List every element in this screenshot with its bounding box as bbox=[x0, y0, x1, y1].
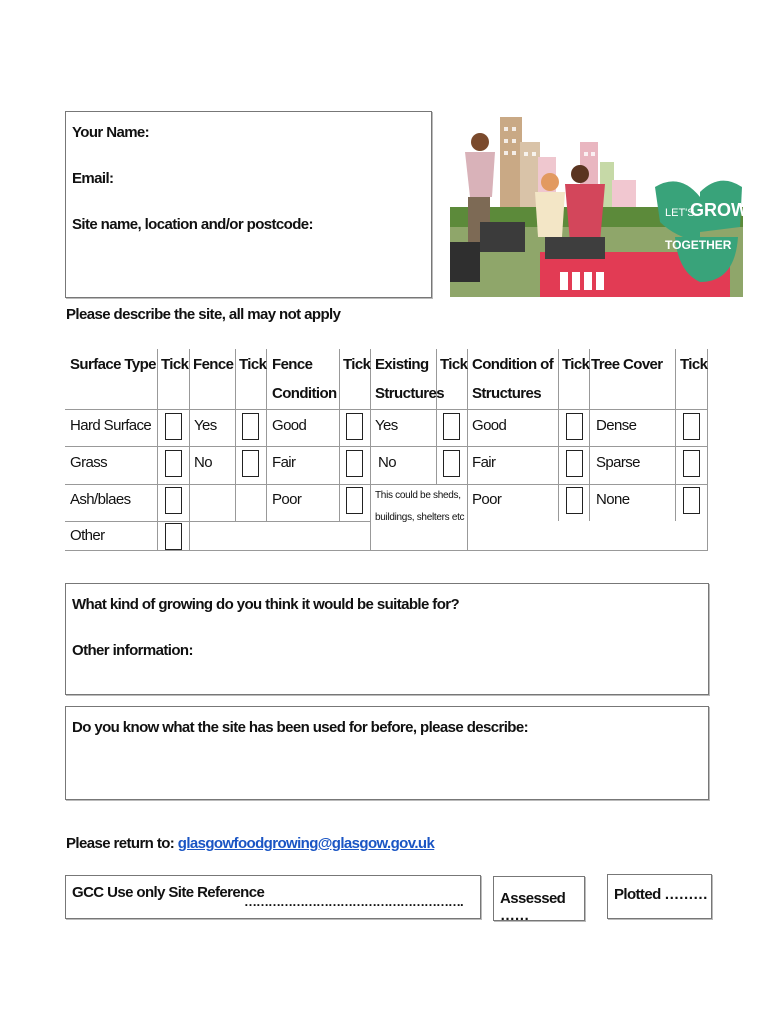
header-existing-1: Existing bbox=[375, 356, 429, 373]
logo-together: TOGETHER bbox=[665, 238, 732, 252]
history-question: Do you know what the site has been used for before, please describe: bbox=[72, 719, 528, 736]
illustration-svg bbox=[450, 112, 743, 297]
plotted-label: Plotted ……… bbox=[614, 886, 708, 903]
site-reference-label: GCC Use only Site Reference bbox=[72, 884, 265, 901]
header-fence: Fence bbox=[193, 356, 234, 373]
col-line-2 bbox=[189, 349, 190, 550]
tree-cover-dense: Dense bbox=[596, 417, 637, 434]
tree-cover-none: None bbox=[596, 491, 630, 508]
tick-structure-condition-fair[interactable] bbox=[566, 450, 583, 477]
site-label: Site name, location and/or postcode: bbox=[72, 216, 313, 233]
tick-surface-grass[interactable] bbox=[165, 450, 182, 477]
header-tick-2: Tick bbox=[239, 356, 267, 373]
fence-yes: Yes bbox=[194, 417, 217, 434]
planter-3 bbox=[545, 237, 605, 259]
growing-box[interactable] bbox=[65, 583, 709, 695]
person-3-body bbox=[565, 184, 605, 242]
plotted-box bbox=[607, 874, 712, 919]
tick-fence-condition-fair[interactable] bbox=[346, 450, 363, 477]
site-reference-box bbox=[65, 875, 481, 919]
col-line-6 bbox=[370, 349, 371, 550]
logo-lets: LET'S bbox=[665, 207, 695, 219]
person-2-head bbox=[541, 173, 559, 191]
describe-heading: Please describe the site, all may not apply bbox=[66, 306, 341, 323]
tick-existing-no[interactable] bbox=[443, 450, 460, 477]
col-line-1 bbox=[157, 349, 158, 550]
tick-tree-cover-dense[interactable] bbox=[683, 413, 700, 440]
surface-other: Other bbox=[70, 527, 105, 544]
lets-grow-together-illustration bbox=[450, 112, 743, 297]
person-2-body bbox=[535, 192, 565, 237]
tick-structure-condition-poor[interactable] bbox=[566, 487, 583, 514]
planter-2 bbox=[450, 242, 480, 282]
tick-fence-no[interactable] bbox=[242, 450, 259, 477]
existing-note: This could be sheds, buildings, shelters etc bbox=[375, 490, 465, 523]
surface-hard: Hard Surface bbox=[70, 417, 152, 434]
person-1-body bbox=[465, 152, 495, 197]
header-tick-3: Tick bbox=[343, 356, 371, 373]
email-label: Email: bbox=[72, 170, 114, 187]
fence-no: No bbox=[194, 454, 212, 471]
return-label: Please return to: bbox=[66, 835, 175, 852]
col-line-4 bbox=[266, 349, 267, 521]
tick-fence-condition-good[interactable] bbox=[346, 413, 363, 440]
existing-no: No bbox=[378, 454, 396, 471]
row-line-1 bbox=[65, 409, 708, 410]
fence-condition-good: Good bbox=[272, 417, 307, 434]
tick-structure-condition-good[interactable] bbox=[566, 413, 583, 440]
tick-tree-cover-none[interactable] bbox=[683, 487, 700, 514]
assessed-box bbox=[493, 876, 585, 924]
structure-condition-good: Good bbox=[472, 417, 507, 434]
header-tick-4: Tick bbox=[440, 356, 468, 373]
col-line-5 bbox=[339, 349, 340, 521]
surface-ash: Ash/blaes bbox=[70, 491, 131, 508]
col-line-10 bbox=[589, 349, 590, 521]
header-tick-5: Tick bbox=[562, 356, 590, 373]
tick-tree-cover-sparse[interactable] bbox=[683, 450, 700, 477]
person-1-head bbox=[471, 133, 489, 151]
tree-cover-sparse: Sparse bbox=[596, 454, 640, 471]
person-3-head bbox=[571, 165, 589, 183]
col-line-3 bbox=[235, 349, 236, 521]
building-6 bbox=[612, 180, 636, 210]
name-label: Your Name: bbox=[72, 124, 150, 141]
fence-condition-poor: Poor bbox=[272, 491, 302, 508]
tick-fence-condition-poor[interactable] bbox=[346, 487, 363, 514]
fence-condition-fair: Fair bbox=[272, 454, 296, 471]
planter-1 bbox=[480, 222, 525, 252]
site-reference-dots[interactable]: ………………………………………………. bbox=[244, 894, 463, 909]
header-condition-1: Condition of bbox=[472, 356, 554, 373]
row-line-2 bbox=[65, 446, 708, 447]
header-tick-1: Tick bbox=[161, 356, 189, 373]
row-line-4 bbox=[65, 521, 370, 522]
col-line-8 bbox=[467, 349, 468, 550]
structure-condition-poor: Poor bbox=[472, 491, 502, 508]
row-line-5 bbox=[65, 550, 708, 551]
col-line-9 bbox=[558, 349, 559, 521]
header-surface-type: Surface Type bbox=[70, 356, 156, 373]
tick-surface-other[interactable] bbox=[165, 523, 182, 550]
return-email-link[interactable]: glasgowfoodgrowing@glasgow.gov.uk bbox=[177, 835, 435, 852]
header-fence-condition-1: Fence bbox=[272, 356, 313, 373]
surface-grass: Grass bbox=[70, 454, 108, 471]
col-line-11 bbox=[675, 349, 676, 521]
growing-question: What kind of growing do you think it would be suitable for? bbox=[72, 596, 460, 613]
col-line-7 bbox=[436, 349, 437, 484]
header-condition-2: Structures bbox=[472, 385, 542, 402]
contact-box bbox=[65, 111, 432, 298]
existing-yes: Yes bbox=[375, 417, 398, 434]
tick-surface-hard[interactable] bbox=[165, 413, 182, 440]
return-line bbox=[66, 835, 434, 852]
tick-fence-yes[interactable] bbox=[242, 413, 259, 440]
tick-existing-yes[interactable] bbox=[443, 413, 460, 440]
building-1 bbox=[500, 117, 522, 212]
header-tree-cover: Tree Cover bbox=[591, 356, 663, 373]
history-box[interactable] bbox=[65, 706, 709, 800]
header-fence-condition-2: Condition bbox=[272, 385, 337, 402]
assessed-label: Assessed …… bbox=[500, 890, 566, 924]
header-tick-6: Tick bbox=[680, 356, 708, 373]
logo-grow: GROW bbox=[690, 200, 743, 220]
structure-condition-fair: Fair bbox=[472, 454, 496, 471]
other-info-label: Other information: bbox=[72, 642, 193, 659]
col-line-12 bbox=[707, 349, 708, 550]
header-existing-2: Structures bbox=[375, 385, 445, 402]
tick-surface-ash[interactable] bbox=[165, 487, 182, 514]
